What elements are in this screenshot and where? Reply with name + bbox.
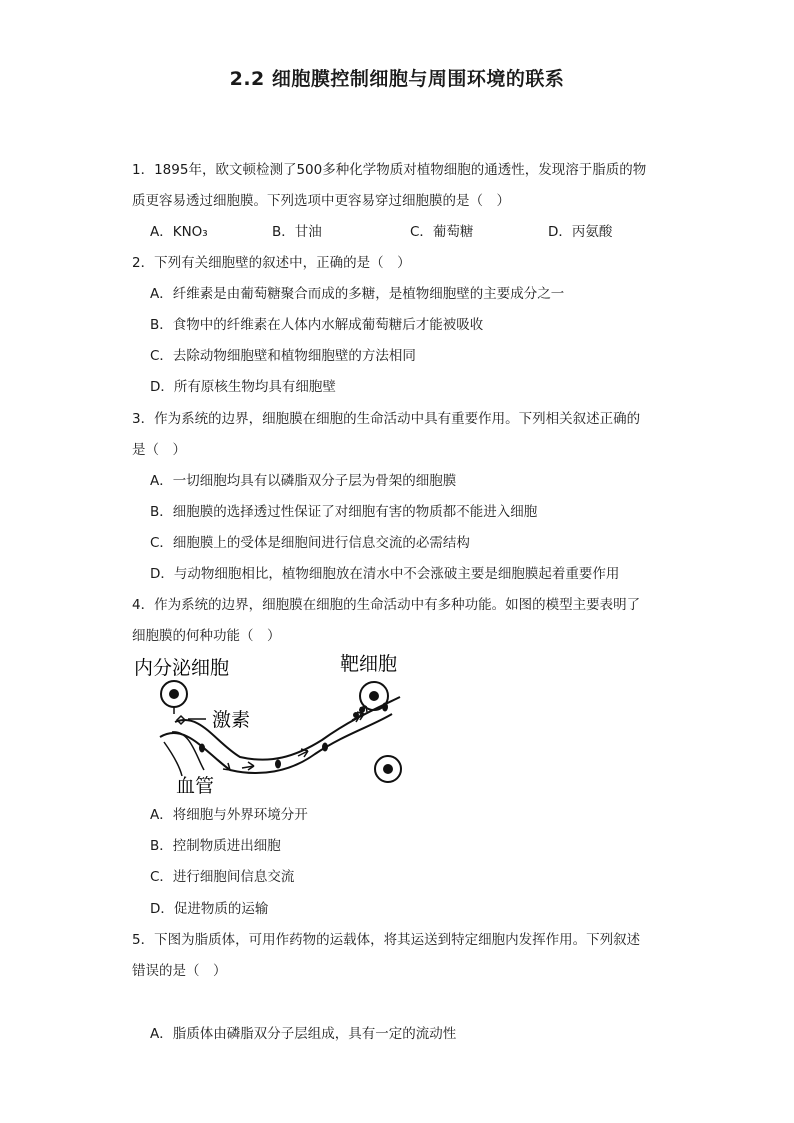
question-4-option-d: D．促进物质的运输 <box>150 901 269 917</box>
question-1-line-2: 质更容易透过细胞膜。下列选项中更容易穿过细胞膜的是（ ） <box>132 193 510 209</box>
question-2-option-b: B．食物中的纤维素在人体内水解成葡萄糖后才能被吸收 <box>150 317 484 333</box>
question-1-option-d: D．丙氨酸 <box>548 224 613 240</box>
question-2-option-a: A．纤维素是由葡萄糖聚合而成的多糖，是植物细胞壁的主要成分之一 <box>150 286 565 302</box>
question-4-option-b: B．控制物质进出细胞 <box>150 838 281 854</box>
hormone-signaling-diagram <box>130 652 420 800</box>
question-5-line-1: 5．下图为脂质体，可用作药物的运载体，将其运送到特定细胞内发挥作用。下列叙述 <box>132 932 641 948</box>
question-1-option-c: C．葡萄糖 <box>410 224 474 240</box>
secreting-cell <box>161 681 187 707</box>
question-3-line-1: 3．作为系统的边界，细胞膜在细胞的生命活动中具有重要作用。下列相关叙述正确的 <box>132 411 641 427</box>
secreting-cell-label: 内分泌细胞 <box>134 657 230 679</box>
question-5-line-2: 错误的是（ ） <box>132 963 227 979</box>
question-4-line-2: 细胞膜的何种功能（ ） <box>132 628 281 644</box>
question-1-option-b: B．甘油 <box>272 224 322 240</box>
question-1-option-a: A．KNO₃ <box>150 224 208 240</box>
vessel-label: 血管 <box>176 775 215 797</box>
question-4-option-a: A．将细胞与外界环境分开 <box>150 807 308 823</box>
page-title: 2.2 细胞膜控制细胞与周围环境的联系 <box>229 68 565 90</box>
question-3-option-c: C．细胞膜上的受体是细胞间进行信息交流的必需结构 <box>150 535 470 551</box>
question-1-line-1: 1．1895年，欧文顿检测了500多种化学物质对植物细胞的通透性，发现溶于脂质的物 <box>132 162 647 178</box>
question-3-option-a: A．一切细胞均具有以磷脂双分子层为骨架的细胞膜 <box>150 473 457 489</box>
target-cell <box>353 682 388 722</box>
question-2-option-d: D．所有原核生物均具有细胞壁 <box>150 379 336 395</box>
question-4-option-c: C．进行细胞间信息交流 <box>150 869 295 885</box>
question-4-line-1: 4．作为系统的边界，细胞膜在细胞的生命活动中有多种功能。如图的模型主要表明了 <box>132 597 641 613</box>
question-5-option-a: A．脂质体由磷脂双分子层组成，具有一定的流动性 <box>150 1026 457 1042</box>
question-2-line-1: 2．下列有关细胞壁的叙述中，正确的是（ ） <box>132 255 411 271</box>
target-cell-label: 靶细胞 <box>340 653 398 675</box>
hormone-label: 激素 <box>212 709 251 731</box>
other-cell <box>375 756 401 782</box>
question-3-option-b: B．细胞膜的选择透过性保证了对细胞有害的物质都不能进入细胞 <box>150 504 538 520</box>
question-2-option-c: C．去除动物细胞壁和植物细胞壁的方法相同 <box>150 348 416 364</box>
question-3-line-2: 是（ ） <box>132 442 186 458</box>
question-3-option-d: D．与动物细胞相比，植物细胞放在清水中不会涨破主要是细胞膜起着重要作用 <box>150 566 620 582</box>
